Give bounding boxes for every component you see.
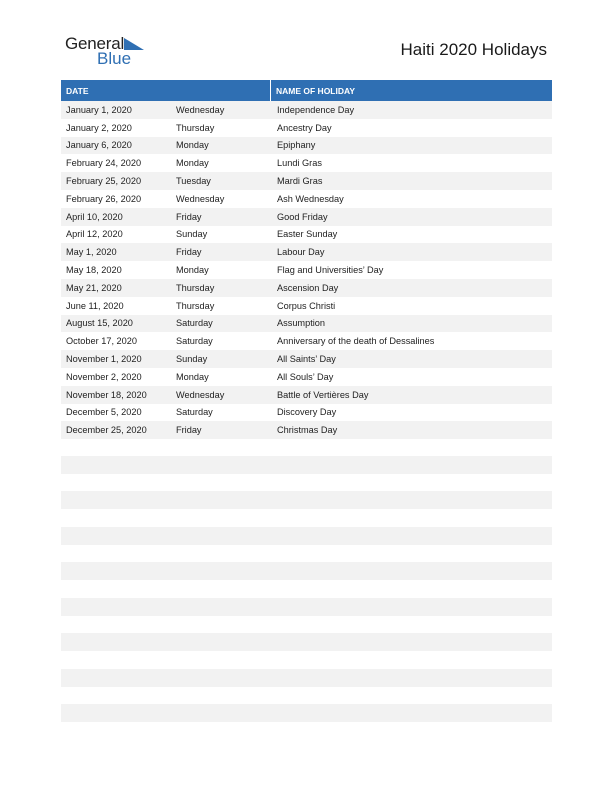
generalblue-logo (65, 34, 155, 68)
table-header (61, 80, 552, 101)
empty-row (61, 562, 552, 580)
table-row (61, 101, 552, 119)
holiday-weekday: Monday (176, 158, 209, 169)
holiday-weekday: Tuesday (176, 176, 211, 187)
holiday-date: April 10, 2020 (66, 211, 123, 222)
holiday-date: February 26, 2020 (66, 193, 142, 204)
table-row (61, 279, 552, 297)
holiday-name: Lundi Gras (277, 158, 322, 169)
holiday-weekday: Friday (176, 425, 202, 436)
empty-row (61, 527, 552, 545)
holiday-weekday: Sunday (176, 229, 208, 240)
table-row (61, 190, 552, 208)
table-row (61, 243, 552, 261)
holiday-name: All Souls’ Day (277, 371, 334, 382)
page-title: Haiti 2020 Holidays (400, 40, 547, 59)
holiday-name: Assumption (277, 318, 326, 329)
logo-word-general: General (65, 34, 125, 53)
holiday-weekday: Wednesday (176, 104, 225, 115)
holiday-name: Christmas Day (277, 425, 338, 436)
empty-row (61, 456, 552, 474)
holiday-weekday: Sunday (176, 354, 208, 365)
holiday-weekday: Saturday (176, 407, 213, 418)
holiday-name: Flag and Universities’ Day (277, 265, 384, 276)
table-row (61, 368, 552, 386)
holiday-name: Discovery Day (277, 407, 337, 418)
holiday-name: Easter Sunday (277, 229, 338, 240)
holiday-weekday: Saturday (176, 318, 213, 329)
table-row (61, 226, 552, 244)
holiday-date: February 24, 2020 (66, 158, 142, 169)
table-row (61, 208, 552, 226)
table-row (61, 137, 552, 155)
holiday-name: Ancestry Day (277, 122, 332, 133)
holiday-date: October 17, 2020 (66, 336, 137, 347)
table-row (61, 172, 552, 190)
holiday-name: Ascension Day (277, 282, 339, 293)
holiday-weekday: Friday (176, 211, 202, 222)
holiday-weekday: Monday (176, 140, 209, 151)
holiday-weekday: Thursday (176, 122, 215, 133)
holiday-date: January 2, 2020 (66, 122, 132, 133)
holiday-name: Battle of Vertières Day (277, 389, 369, 400)
holiday-date: May 18, 2020 (66, 265, 122, 276)
table-row (61, 297, 552, 315)
table-row (61, 119, 552, 137)
holiday-date: January 1, 2020 (66, 104, 132, 115)
holiday-date: April 12, 2020 (66, 229, 123, 240)
table-row (61, 404, 552, 422)
holiday-weekday: Friday (176, 247, 202, 258)
holiday-weekday: Wednesday (176, 193, 225, 204)
holiday-date: August 15, 2020 (66, 318, 133, 329)
holiday-date: December 25, 2020 (66, 425, 147, 436)
holiday-weekday: Monday (176, 371, 209, 382)
holiday-weekday: Thursday (176, 300, 215, 311)
empty-row (61, 491, 552, 509)
holiday-name: Anniversary of the death of Dessalines (277, 336, 435, 347)
holiday-name: Labour Day (277, 247, 325, 258)
holiday-name: Good Friday (277, 211, 328, 222)
table-row (61, 332, 552, 350)
table-row (61, 386, 552, 404)
empty-row (61, 669, 552, 687)
logo-word-blue: Blue (97, 49, 132, 68)
holiday-weekday: Wednesday (176, 389, 225, 400)
header-date: DATE (61, 80, 271, 101)
holiday-name: All Saints’ Day (277, 354, 336, 365)
table-row (61, 154, 552, 172)
holiday-name: Mardi Gras (277, 176, 323, 187)
holiday-date: June 11, 2020 (66, 300, 124, 311)
empty-row (61, 704, 552, 722)
empty-row (61, 633, 552, 651)
header-holiday-name: NAME OF HOLIDAY (276, 85, 356, 96)
table-row (61, 261, 552, 279)
holiday-date: November 1, 2020 (66, 354, 142, 365)
holiday-date: December 5, 2020 (66, 407, 142, 418)
holiday-name: Epiphany (277, 140, 316, 151)
empty-row (61, 598, 552, 616)
table-row (61, 421, 552, 439)
holiday-name: Corpus Christi (277, 300, 336, 311)
holiday-name: Ash Wednesday (277, 193, 344, 204)
holiday-date: January 6, 2020 (66, 140, 132, 151)
holiday-date: November 18, 2020 (66, 389, 147, 400)
table-row (61, 350, 552, 368)
holiday-weekday: Thursday (176, 282, 215, 293)
holiday-date: November 2, 2020 (66, 371, 142, 382)
table-row (61, 315, 552, 333)
holiday-name: Independence Day (277, 104, 355, 115)
holiday-weekday: Saturday (176, 336, 213, 347)
holidays-table (61, 80, 552, 439)
holiday-date: May 21, 2020 (66, 282, 122, 293)
holiday-date: February 25, 2020 (66, 176, 142, 187)
holiday-weekday: Monday (176, 265, 209, 276)
table-body (61, 101, 552, 439)
holiday-date: May 1, 2020 (66, 247, 117, 258)
